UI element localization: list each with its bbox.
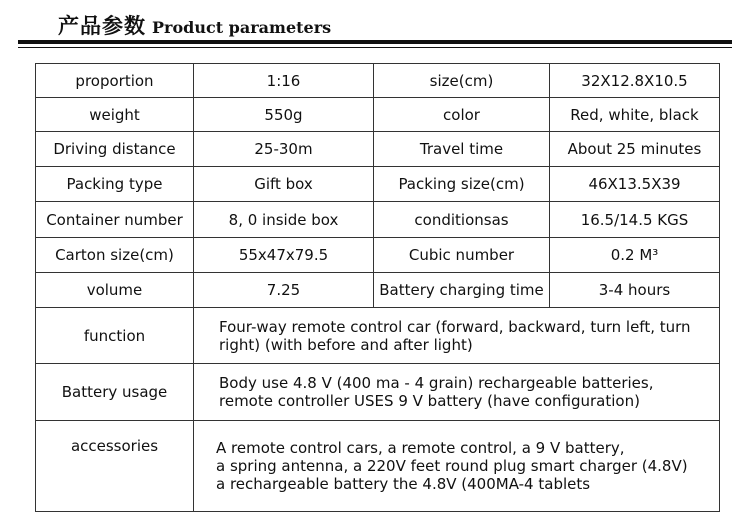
- title-english: Product parameters: [152, 18, 332, 37]
- header-divider-thick: [18, 40, 732, 44]
- accessories-label: accessories: [36, 421, 194, 512]
- title-chinese: 产品参数: [58, 13, 146, 38]
- table-row: [36, 98, 720, 132]
- param-value: Gift box: [194, 167, 374, 202]
- table-row: [36, 202, 720, 238]
- accessories-description: [194, 421, 720, 512]
- param-label: proportion: [36, 64, 194, 98]
- accessories-line: a spring antenna, a 220V feet round plug smart charger (4.8V): [216, 457, 688, 475]
- param-label: size(cm): [374, 64, 550, 98]
- param-value: Red, white, black: [550, 98, 720, 132]
- table-row: [36, 308, 720, 364]
- param-value: 46X13.5X39: [550, 167, 720, 202]
- param-value: 7.25: [194, 273, 374, 308]
- function-label: function: [36, 308, 194, 364]
- param-label: Carton size(cm): [36, 238, 194, 273]
- table-row: [36, 167, 720, 202]
- function-line: Four-way remote control car (forward, backward, turn left, turn: [219, 317, 691, 336]
- battery-usage-line: remote controller USES 9 V battery (have configuration): [219, 392, 640, 410]
- table-row: [36, 132, 720, 167]
- param-value: 550g: [194, 98, 374, 132]
- battery-usage-label: Battery usage: [36, 364, 194, 421]
- param-value: About 25 minutes: [550, 132, 720, 167]
- table-row: [36, 238, 720, 273]
- page-header: [58, 10, 331, 40]
- param-value: 0.2 M³: [550, 238, 720, 273]
- param-value: 8, 0 inside box: [194, 202, 374, 238]
- product-parameters-table: [35, 63, 720, 512]
- param-label: weight: [36, 98, 194, 132]
- function-description: [194, 308, 720, 364]
- param-label: Cubic number: [374, 238, 550, 273]
- param-value: 1:16: [194, 64, 374, 98]
- param-label: Travel time: [374, 132, 550, 167]
- param-label: Packing type: [36, 167, 194, 202]
- battery-usage-description: [194, 364, 720, 421]
- param-label: Driving distance: [36, 132, 194, 167]
- param-value: 16.5/14.5 KGS: [550, 202, 720, 238]
- table-row: [36, 364, 720, 421]
- param-label: Battery charging time: [374, 273, 550, 308]
- table-row: [36, 273, 720, 308]
- table-row: [36, 421, 720, 512]
- param-value: 32X12.8X10.5: [550, 64, 720, 98]
- param-value: 25-30m: [194, 132, 374, 167]
- table-row: [36, 64, 720, 98]
- battery-usage-line: Body use 4.8 V (400 ma - 4 grain) rechargeable batteries,: [219, 374, 654, 392]
- param-value: 3-4 hours: [550, 273, 720, 308]
- param-label: Container number: [36, 202, 194, 238]
- accessories-line: a rechargeable battery the 4.8V (400MA-4 tablets: [216, 475, 591, 493]
- function-line: right) (with before and after light): [219, 335, 473, 354]
- param-label: conditionsas: [374, 202, 550, 238]
- param-label: color: [374, 98, 550, 132]
- param-label: volume: [36, 273, 194, 308]
- header-divider-thin: [18, 47, 732, 48]
- param-value: 55x47x79.5: [194, 238, 374, 273]
- param-label: Packing size(cm): [374, 167, 550, 202]
- accessories-line: A remote control cars, a remote control, a 9 V battery,: [216, 439, 625, 457]
